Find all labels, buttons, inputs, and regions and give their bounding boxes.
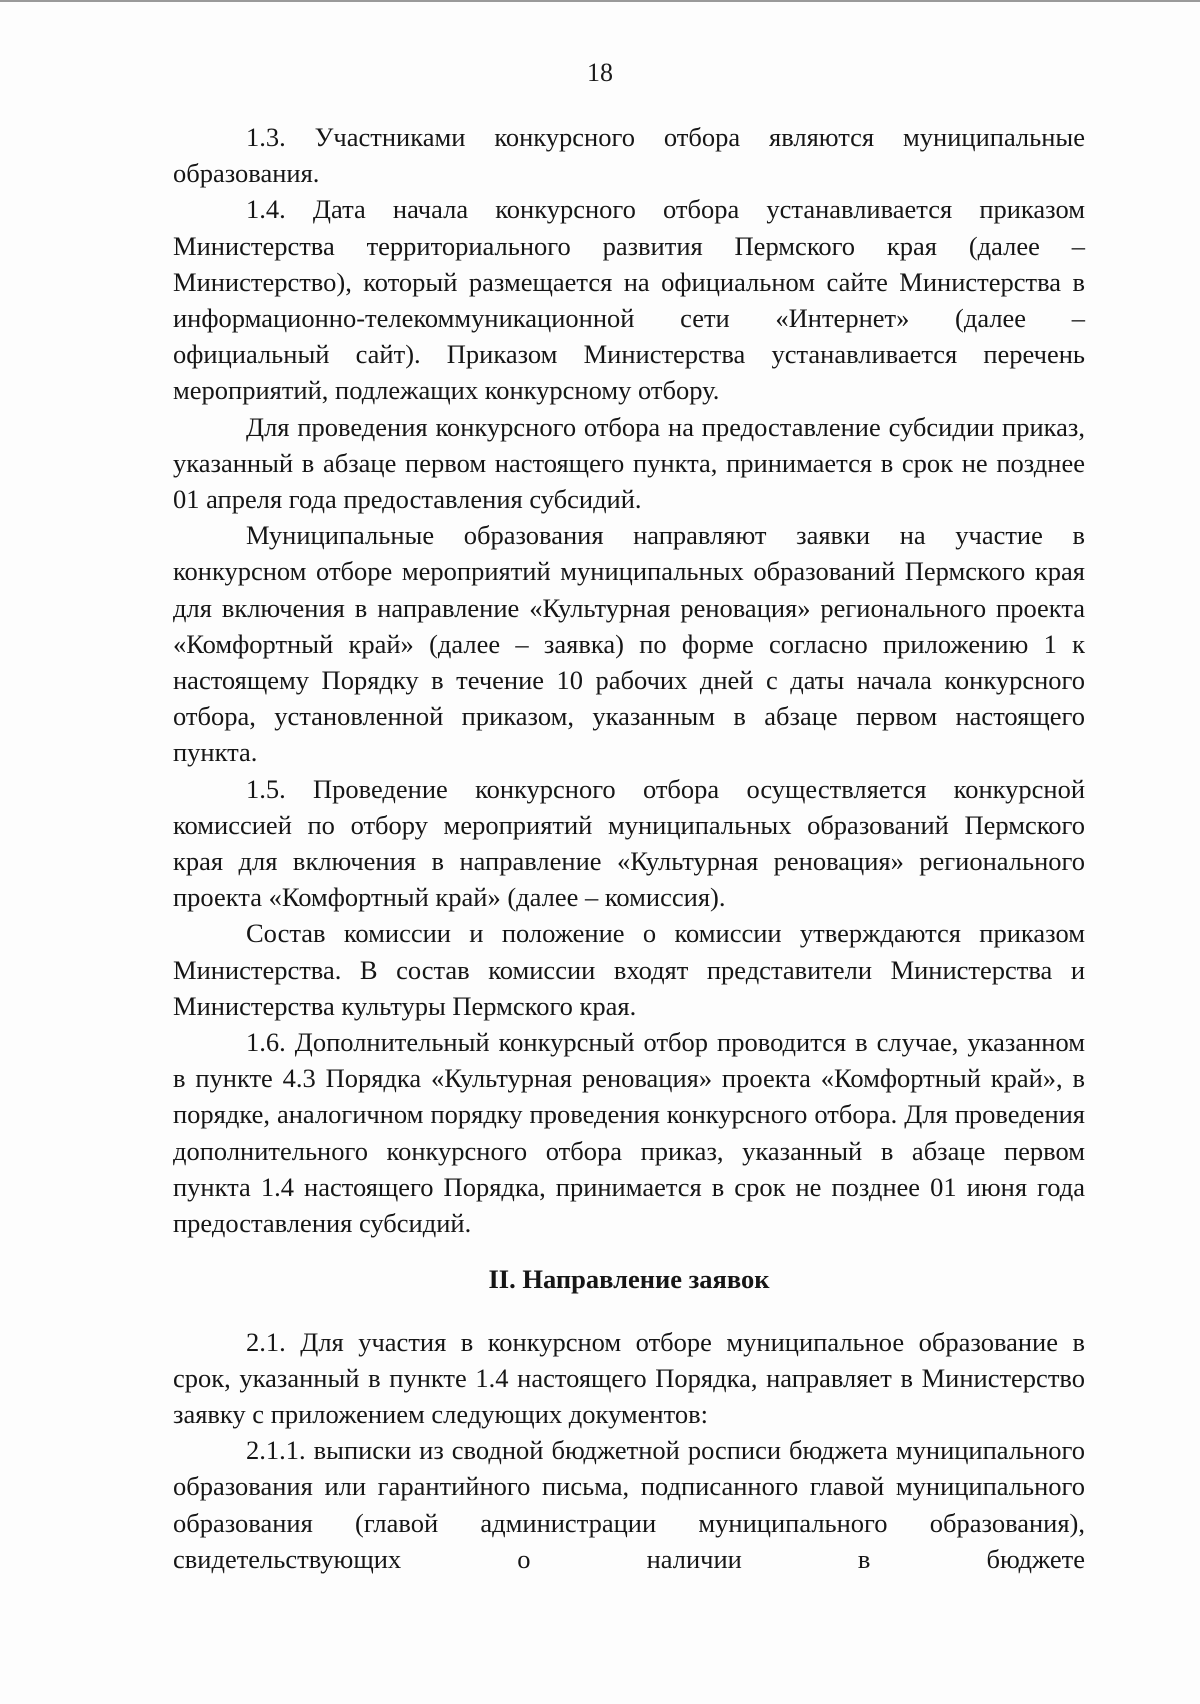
paragraph-1-5: 1.5. Проведение конкурсного отбора осуществляется конкурсной комиссией по отбору мероприятий муниципальных образований Пермского края для включения в направление «Культурная реновация» регионального проекта «Комфортный край» (далее – комиссия).: [173, 773, 1085, 913]
section-heading: II. Направление заявок: [488, 1264, 770, 1295]
paragraph-1-4: 1.4. Дата начала конкурсного отбора устанавливается приказом Министерства территориального развития Пермского края (далее – Министерство), который размещается на официальном сайте Министерства в информационно-телекоммуникационной сети «Интернет» (далее – официальный сайт). Приказом Министерства устанавливается перечень мероприятий, подлежащих конкурсному отбору.: [173, 194, 1085, 406]
paragraph-1-3: 1.3. Участниками конкурсного отбора являются муниципальные образования.: [173, 122, 1085, 189]
paragraph-1-6: 1.6. Дополнительный конкурсный отбор проводится в случае, указанном в пункте 4.3 Порядка «Культурная реновация» проекта «Комфортный край», в порядке, аналогичном порядку проведения конкурсного отбора. Для проведения дополнительного конкурсного отбора приказ, указанный в абзаце первом пункта 1.4 настоящего Порядка, принимается в срок не позднее 01 июня года предоставления субсидий.: [173, 1027, 1085, 1239]
paragraph-1-5-commission: Состав комиссии и положение о комиссии утверждаются приказом Министерства. В состав комиссии входят представители Министерства и Министерства культуры Пермского края.: [173, 918, 1085, 1021]
page-top-edge: [0, 0, 1200, 2]
paragraph-2-1-1: 2.1.1. выписки из сводной бюджетной росписи бюджета муниципального образования или гарантийного письма, подписанного главой муниципального образования (главой администрации муниципального образования), свидетельствующих о наличии в бюджете: [173, 1435, 1085, 1574]
document-body: [173, 119, 1085, 1577]
paragraph-1-4-applications: Муниципальные образования направляют заявки на участие в конкурсном отборе мероприятий муниципальных образований Пермского края для включения в направление «Культурная реновация» регионального проекта «Комфортный край» (далее – заявка) по форме согласно приложению 1 к настоящему Порядку в течение 10 рабочих дней с даты начала конкурсного отбора, установленной приказом, указанным в абзаце первом настоящего пункта.: [173, 520, 1085, 768]
paragraph-1-4-deadline: Для проведения конкурсного отбора на предоставление субсидии приказ, указанный в абзаце первом настоящего пункта, принимается в срок не позднее 01 апреля года предоставления субсидий.: [173, 411, 1085, 515]
page-number: 18: [587, 58, 613, 87]
paragraph-2-1: 2.1. Для участия в конкурсном отборе муниципальное образование в срок, указанный в пункте 1.4 настоящего Порядка, направляет в Министерство заявку с приложением следующих документов:: [173, 1326, 1085, 1429]
